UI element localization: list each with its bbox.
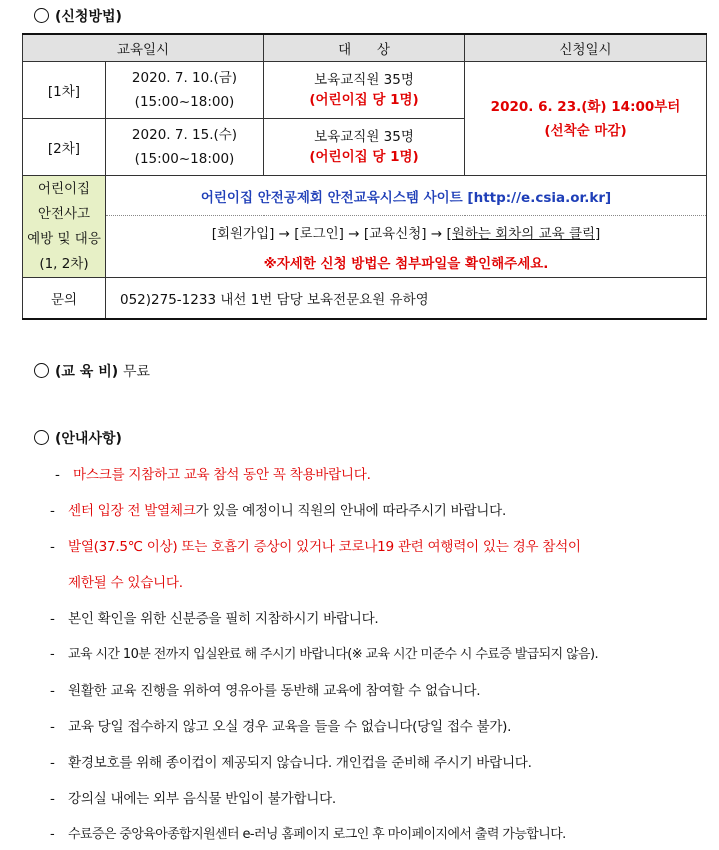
apply-date: 2020. 6. 23.(화) 14:00부터 xyxy=(490,98,681,115)
method-label-line: (1, 2차) xyxy=(39,255,89,272)
table-row xyxy=(23,176,707,216)
header-target: 대 상 xyxy=(264,34,465,62)
note-text: 원활한 교육 진행을 위하여 영유아를 동반해 교육에 참여할 수 없습니다. xyxy=(68,683,481,699)
section-title: (신청방법) xyxy=(55,9,122,25)
list-item: - 교육 시간 10분 전까지 입실완료 해 주시기 바랍니다(※ 교육 시간 미준수 시 수료증 발급되지 않음). xyxy=(50,647,599,662)
section-apply-method xyxy=(34,6,122,26)
step-click: [원하는 회차의 교육 클릭] xyxy=(446,225,601,242)
table-header-row xyxy=(23,34,707,62)
table-row xyxy=(23,278,707,319)
method-label xyxy=(23,176,106,278)
target-text: 보육교직원 35명 xyxy=(314,72,414,88)
round-label: [2차] xyxy=(23,119,106,176)
step-signup: [회원가입] xyxy=(211,225,275,242)
note-text: 교육 시간 10분 전까지 입실완료 해 주시기 바랍니다(※ 교육 시간 미준수 시 수료증 발급되지 않음). xyxy=(68,647,599,662)
note-text: 마스크를 지참하고 교육 참석 동안 꼭 착용바랍니다. xyxy=(73,467,371,483)
edu-datetime xyxy=(106,62,264,119)
steps-cell xyxy=(106,216,707,248)
circle-bullet-icon xyxy=(34,363,49,378)
note-text: 강의실 내에는 외부 음식물 반입이 불가합니다. xyxy=(68,791,336,807)
edu-datetime xyxy=(106,119,264,176)
circle-bullet-icon xyxy=(34,8,49,23)
apply-date-cell xyxy=(465,62,707,176)
edu-date: 2020. 7. 10.(금) xyxy=(131,70,238,86)
arrow-right-icon: → xyxy=(426,225,447,242)
attach-note: ※자세한 신청 방법은 첨부파일을 확인해주세요. xyxy=(106,248,707,278)
list-item: - 원활한 교육 진행을 위하여 영유아를 동반해 교육에 참여할 수 없습니다. xyxy=(50,683,481,699)
header-edu-date: 교육일시 xyxy=(23,34,264,62)
step-login: [로그인] xyxy=(294,225,344,242)
target-note: (어린이집 당 1명) xyxy=(309,92,419,108)
note-text: 가 있을 예정이니 직원의 안내에 따라주시기 바랍니다. xyxy=(195,503,506,519)
list-item-continued: 제한될 수 있습니다. xyxy=(68,575,183,591)
contact-value: 052)275-1233 내선 1번 담당 보육전문요원 유하영 xyxy=(106,278,707,319)
note-text: 교육 당일 접수하지 않고 오실 경우 교육을 들을 수 없습니다(당일 접수 불가). xyxy=(68,719,512,735)
note-text: 발열(37.5℃ 이상) 또는 호흡기 증상이 있거나 코로나19 관련 여행력이 있는 경우 참석이 xyxy=(68,539,581,555)
edu-time: (15:00~18:00) xyxy=(134,94,235,110)
target-cell xyxy=(264,119,465,176)
note-text: 본인 확인을 위한 신분증을 필히 지참하시기 바랍니다. xyxy=(68,611,379,627)
section-fee xyxy=(34,361,150,381)
circle-bullet-icon xyxy=(34,430,49,445)
note-text: 환경보호를 위해 종이컵이 제공되지 않습니다. 개인컵을 준비해 주시기 바랍니다. xyxy=(68,755,532,771)
fee-value: 무료 xyxy=(123,364,151,380)
table-row xyxy=(23,248,707,278)
list-item: - 발열(37.5℃ 이상) 또는 호흡기 증상이 있거나 코로나19 관련 여행력이 있는 경우 참석이 xyxy=(50,539,581,555)
target-text: 보육교직원 35명 xyxy=(314,129,414,145)
schedule-table xyxy=(22,33,707,320)
note-text: 센터 입장 전 발열체크 xyxy=(68,503,196,519)
contact-label: 문의 xyxy=(23,278,106,319)
list-item: - 수료증은 중앙육아종합지원센터 e-러닝 홈페이지 로그인 후 마이페이지에서 출력 가능합니다. xyxy=(50,827,566,842)
apply-note: (선착순 마감) xyxy=(544,122,627,139)
step-apply: [교육신청] xyxy=(363,225,427,242)
method-label-line: 안전사고 xyxy=(37,205,91,222)
table-row xyxy=(23,216,707,248)
method-label-line: 어린이집 xyxy=(37,180,91,197)
round-label: [1차] xyxy=(23,62,106,119)
section-title: (교 육 비) xyxy=(55,364,119,380)
list-item: - 환경보호를 위해 종이컵이 제공되지 않습니다. 개인컵을 준비해 주시기 바랍니다. xyxy=(50,755,532,771)
site-link[interactable]: 어린이집 안전공제회 안전교육시스템 사이트 [http://e.csia.or.kr] xyxy=(106,176,707,216)
arrow-right-icon: → xyxy=(274,225,295,242)
list-item: - 교육 당일 접수하지 않고 오실 경우 교육을 들을 수 없습니다(당일 접수 불가). xyxy=(50,719,512,735)
section-title: (안내사항) xyxy=(55,431,122,447)
edu-time: (15:00~18:00) xyxy=(134,151,235,167)
section-notice xyxy=(34,428,122,448)
note-text: 수료증은 중앙육아종합지원센터 e-러닝 홈페이지 로그인 후 마이페이지에서 출력 가능합니다. xyxy=(68,827,566,842)
list-item: - 마스크를 지참하고 교육 참석 동안 꼭 착용바랍니다. xyxy=(55,467,371,483)
target-note: (어린이집 당 1명) xyxy=(309,149,419,165)
arrow-right-icon: → xyxy=(343,225,364,242)
method-label-line: 예방 및 대응 xyxy=(27,230,101,247)
table-row xyxy=(23,62,707,119)
list-item: - 본인 확인을 위한 신분증을 필히 지참하시기 바랍니다. xyxy=(50,611,379,627)
target-cell xyxy=(264,62,465,119)
list-item: - 센터 입장 전 발열체크가 있을 예정이니 직원의 안내에 따라주시기 바랍니다. xyxy=(50,503,506,519)
list-item: - 강의실 내에는 외부 음식물 반입이 불가합니다. xyxy=(50,791,336,807)
edu-date: 2020. 7. 15.(수) xyxy=(131,127,238,143)
header-apply-date: 신청일시 xyxy=(465,34,707,62)
